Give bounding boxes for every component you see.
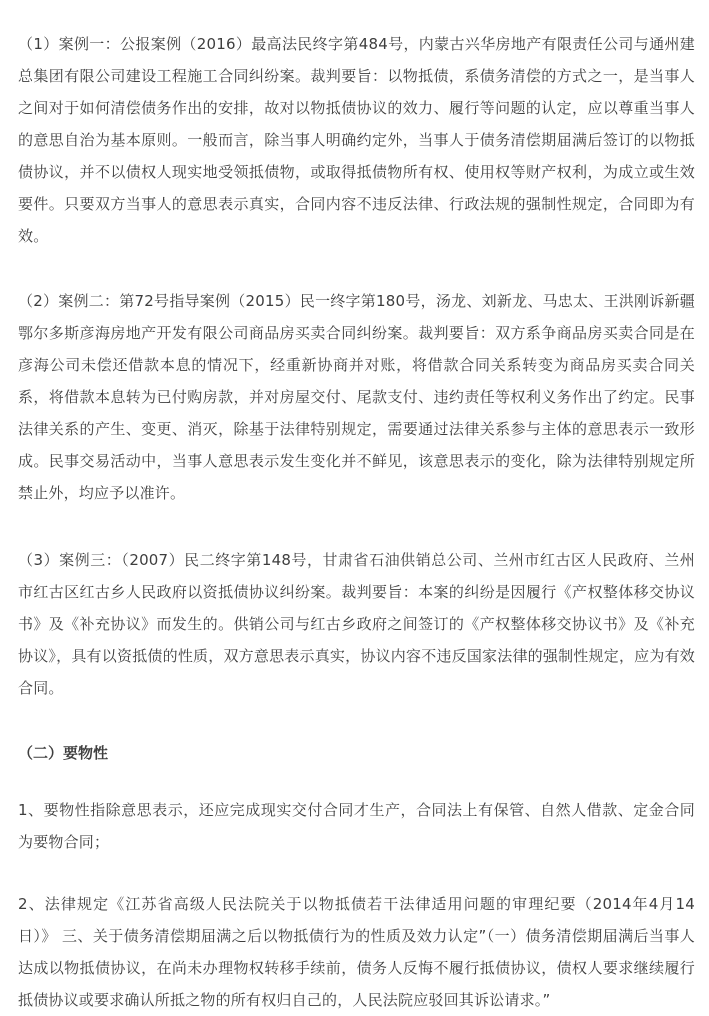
section-heading: （二）要物性	[18, 744, 109, 762]
point-two-paragraph: 2、法律规定《江苏省高级人民法院关于以物抵债若干法律适用问题的审理纪要（2014年4月14日）》 三、关于债务清偿期届满之后以物抵债行为的性质及效力认定”（一）债务清偿期届满后当事人达成以物抵债协议，在尚未办理物权转移手续前，债务人反悔不履行抵债协议，债权人要求继续履行抵债协议或要求确认所抵之物的所有权归自己的，人民法院应驳回其诉讼请求。”	[18, 895, 695, 1009]
case-two-paragraph: （2）案例二：第72号指导案例（2015）民一终字第180号，汤龙、刘新龙、马忠太、王洪刚诉新疆鄂尔多斯彦海房地产开发有限公司商品房买卖合同纠纷案。裁判要旨：双方系争商品房买卖合同是在彦海公司未偿还借款本息的情况下，经重新协商并对账，将借款合同关系转变为商品房买卖合同关系，将借款本息转为已付购房款，并对房屋交付、尾款支付、违约责任等权利义务作出了约定。民事法律关系的产生、变更、消灭，除基于法律特别规定，需要通过法律关系参与主体的意思表示一致形成。民事交易活动中，当事人意思表示发生变化并不鲜见，该意思表示的变化，除为法律特别规定所禁止外，均应予以准许。	[18, 292, 695, 502]
case-three-paragraph: （3）案例三：（2007）民二终字第148号，甘肃省石油供销总公司、兰州市红古区人民政府、兰州市红古区红古乡人民政府以资抵债协议纠纷案。裁判要旨：本案的纠纷是因履行《产权整体移交协议书》及《补充协议》而发生的。供销公司与红古乡政府之间签订的《产权整体移交协议书》及《补充协议》，具有以资抵债的性质，双方意思表示真实，协议内容不违反国家法律的强制性规定，应为有效合同。	[18, 551, 695, 697]
point-one-paragraph: 1、要物性指除意思表示，还应完成现实交付合同才生产，合同法上有保管、自然人借款、定金合同为要物合同；	[18, 801, 695, 851]
case-one-paragraph: （1）案例一：公报案例（2016）最高法民终字第484号，内蒙古兴华房地产有限责任公司与通州建总集团有限公司建设工程施工合同纠纷案。裁判要旨：以物抵债，系债务清偿的方式之一，是当事人之间对于如何清偿债务作出的安排，故对以物抵债协议的效力、履行等问题的认定，应以尊重当事人的意思自治为基本原则。一般而言，除当事人明确约定外，当事人于债务清偿期届满后签订的以物抵债协议，并不以债权人现实地受领抵债物，或取得抵债物所有权、使用权等财产权利，为成立或生效要件。只要双方当事人的意思表示真实，合同内容不违反法律、行政法规的强制性规定，合同即为有效。	[18, 35, 695, 245]
